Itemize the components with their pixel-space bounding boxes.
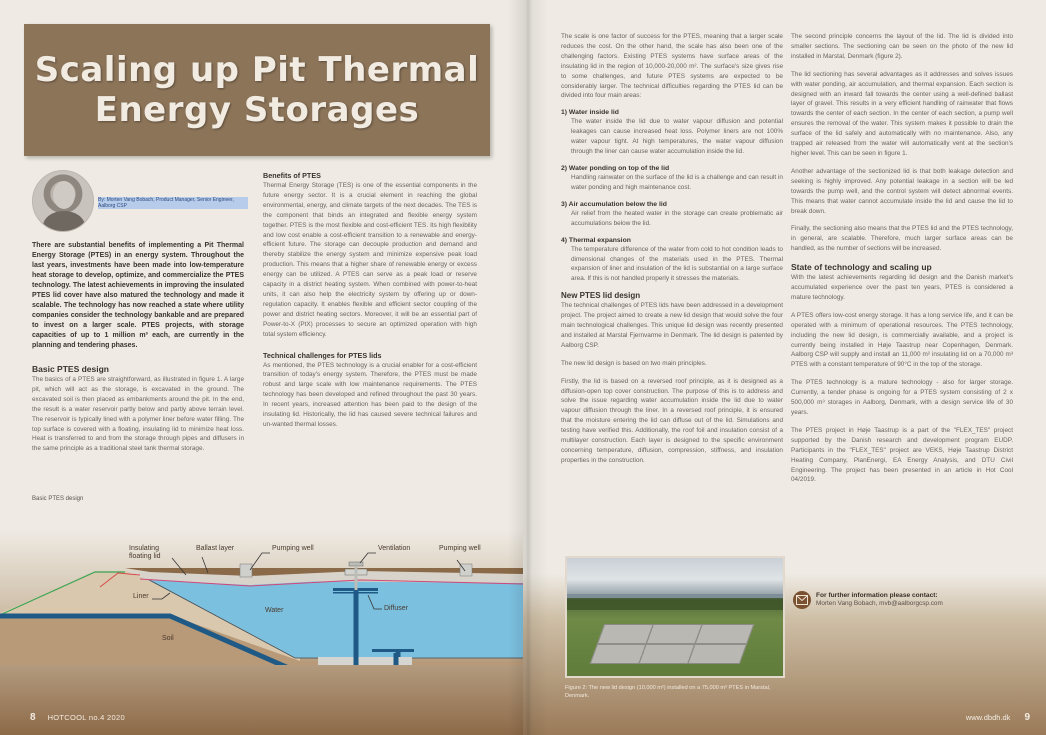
figure2-photo (565, 556, 785, 678)
state-paragraph-3: The PTES technology is a mature technology - also for larger storage. Currently, a tender phase is ongoing for a PTES system consisting of 2 x 500,000 m³ storages in Aalborg, Denmark, with a design service life of 30 years. (791, 379, 1013, 416)
right-column-two (791, 32, 1013, 485)
second-principle-p2: The lid sectioning has several advantages as it addresses and solves issues with water ponding, air accumulation, and thermal expansion. Each section is designed with an inward fall towards the center using a well-defined ballast layer of gravel. This results in a very efficient handling of rainwater that flows towards the center of each section. In the center of each section, a pump well ensures the removal of the water. This system makes it possible to drain the surface of the lid safely and automatically with no maintenance. Also, any trapped air released from the water will automatically vent at the section's higher level. This can be seen in figure 1. (791, 70, 1013, 157)
author-head-shape (53, 181, 75, 209)
ptes-diagram (0, 535, 523, 665)
right-column-one (561, 32, 783, 466)
author-photo (32, 170, 94, 232)
challenge-heading: 4) Thermal expansion (561, 236, 631, 244)
envelope-icon (793, 591, 811, 609)
label-text: floating lid (129, 553, 161, 560)
section-body: The basics of a PTES are straightforward, as illustrated in figure 1. A large pit, which will act as the storage, is excavated in the ground. The excavated soil is then placed as embankments around the pit. In the end, the result is a water reservoir partly below and partly above terrain level. The reservoir is typically lined with a polymer liner before water filling. The top surface is covered with a floating, insulating lid to minimize heat loss. Heat is transferred to and from the storage through pipes and diffusers in the same principle as a traditional steel tank thermal storage. (32, 376, 244, 453)
lead-paragraph: There are substantial benefits of implementing a Pit Thermal Energy Storage (PTES) in an energy system. Throughout the last years, investments have been made into low-temperature heat storage to develop, optimize, and commercialize the PTES technology. The latest achievements in improving the insulated PTES lid cover have also matured the technology and made it scalable. The technology has now reached a state where utility companies consider the technology bankable and are prepared to invest on a larger scale. PTES projects, with storage capacities of up to 1 million m³ each, are currently in the planning and tendering phases. (32, 242, 244, 349)
state-paragraph-2: A PTES offers low-cost energy storage. It has a long service life, and it can be operated with a minimum of operational resources. The PTES technology, including the new lid design, is commercially available, and a project is currently being installed in Høje Taastrup near Copenhagen, Denmark. Aalborg CSP will supply and install an 11,000 m² insulating lid on a 70,000 m³ PTES with a constant temperature of 90°C in the top of the storage. (791, 311, 1013, 369)
figure1-caption: Basic PTES design (32, 496, 84, 502)
scale-intro-paragraph: The scale is one factor of success for the PTES, meaning that a larger scale reduces the cost. On the other hand, the scale has also been one of the challenging factors. Existing PTES systems have surface areas of the insulating lid in the region of 10,000-20,000 m². The surface's size gives rise to some challenges, and future PTES systems are expected to be considerably larger. The technical difficulties regarding the PTES lid can be divided into four main areas: (561, 33, 783, 100)
label-pumping-well-2: Pumping well (439, 545, 481, 552)
label-liner: Liner (133, 593, 149, 600)
label-pumping-well: Pumping well (272, 545, 314, 552)
article-title: Scaling up Pit Thermal Energy Storages (34, 50, 480, 130)
section-heading-new-lid: New PTES lid design (561, 291, 641, 301)
new-lid-paragraph-1: The technical challenges of PTES lids have been addressed in a development project. The project aimed to create a new lid design that would solve the four main technological challenges. This unique lid design was recently presented and installed at Marstal Fjernvarme in Denmark. The lid design is patented by Aalborg CSP. (561, 302, 783, 349)
label-ballast-layer: Ballast layer (196, 545, 235, 552)
section-benefits (263, 171, 477, 340)
page-number-right: 9 (1024, 712, 1030, 723)
challenge-item-3 (561, 200, 783, 229)
photo-ptes-lid (590, 624, 755, 664)
second-principle-p1: The second principle concerns the layout of the lid. The lid is divided into smaller sections. The sectioning can be seen on the photo of the new lid installed in Marstal, Denmark (figure 2). (791, 33, 1013, 60)
challenge-item-4 (561, 236, 783, 285)
challenge-item-1 (561, 108, 783, 157)
column-two (263, 171, 477, 430)
label-ventilation: Ventilation (378, 545, 411, 552)
label-soil: Soil (162, 635, 174, 642)
section-heading: Basic PTES design (32, 364, 109, 374)
state-paragraph-1: With the latest achievements regarding lid design and the Danish market's accumulated experience over the past ten years, PTES is considered a mature technology. (791, 274, 1013, 301)
challenge-heading: 3) Air accumulation below the lid (561, 200, 667, 208)
right-page-footer (966, 712, 1030, 723)
section-heading: Benefits of PTES (263, 171, 321, 180)
challenge-heading: 2) Water ponding on top of the lid (561, 164, 670, 172)
label-diffuser: Diffuser (384, 605, 408, 612)
second-principle-p4: Finally, the sectioning also means that the PTES lid and the PTES technology, in general, are scalable. Therefore, much larger surface areas can be handled, as the number of sections will be increased. (791, 225, 1013, 253)
new-lid-paragraph-2: The new lid design is based on two main principles. (561, 359, 707, 367)
new-lid-paragraph-3: Firstly, the lid is based on a reversed roof principle, as it is designed as a diffusion-open top cover construction. The purpose of this is to address and solve the issue regarding water accumulation inside the lid due to water vapour diffusion through the liner. In a reversed roof principle, it is ensured that the moisture entering the lid can diffuse out of the lid. Simulations and testing have verified this. Additionally, the roof foil and insulation consist of a multilayer construction. Each layer is designed to the specific environment concerning temperature, diffusion, compression, stiffness, and insulation properties in the construction. (561, 377, 783, 464)
contact-box (793, 591, 943, 609)
second-principle-p3: Another advantage of the sectionized lid is that both leakage detection and seeking is highly improved. Any potential leakage in a section will be led towards the pump well, and the control system will detect abnormal events. This means that water cannot accumulate inside the lid and cause the lid to break down. (791, 167, 1013, 215)
challenge-body: The temperature difference of the water from cold to hot condition leads to dimensional changes of the materials used in the PTES. Thermal expansion of liner and insulation of the lid is substantial on a large surface area. If this is not handled properly it stresses the materials. (571, 245, 783, 283)
author-body-shape (43, 211, 85, 232)
section-body: Thermal Energy Storage (TES) is one of the essential components in the future energy sector. It is a crucial element in reaching the global environmental, energy, and climate targets of the next decades. The TES is the component that binds an integrated and flexible energy system together. PTES is the most flexible and cost-efficient TES. Its high flexibility and low cost enable a cost-efficient transition to a renewable and energy-efficient future. The storage can decouple production and demand and thereby stabilize the energy system and minimize expensive peak load production. This means that a higher share of renewable energy or excess energy can be utilized. A PTES can serve as a peak load or reserve capacity in a district heating system. When combined with power-to-heat units, it can also help the electricity system by offering up or down-regulation capacity. It enables flexible and efficient sector coupling of the power and district heating sectors. Moreover, it will be an essential part of Power-to-X (PtX) processes to secure an optimized operation with high total system efficiency. (263, 182, 477, 338)
section-heading: Technical challenges for PTES lids (263, 350, 382, 360)
label-water: Water (265, 607, 284, 614)
left-page-footer (30, 712, 125, 723)
section-technical-challenges (263, 351, 477, 430)
issue-label: HOTCOOL no.4 2020 (47, 713, 125, 722)
author-byline[interactable]: By: Morten Vang Bobach, Product Manager, Senior Engineer, Aalborg CSP (98, 197, 248, 209)
label-text: Insulating (129, 545, 159, 552)
photo-trees (567, 598, 783, 610)
state-paragraph-4: The PTES project in Høje Taastrup is a part of the "FLEX_TES" project supported by the Danish research and development program EUDP. Participants in the "FLEX_TES" project are VEKS, Høje Taastrup District Heating Company, PlanEnergi, EA Energy Analysis, and DTU Civil Engineering. The project has been presented in an article in Hot Cool 04/2019. (791, 426, 1013, 484)
page-number-left: 8 (30, 712, 36, 723)
challenge-body: Handling rainwater on the surface of the lid is a challenge and can result in water ponding and high maintenance cost. (571, 173, 783, 191)
contact-heading: For further information please contact: (816, 592, 938, 599)
challenge-body: Air relief from the heated water in the storage can create problematic air accumulations below the lid. (571, 209, 783, 227)
right-page (523, 0, 1046, 735)
ptes-cross-section-graphic (0, 535, 523, 665)
label-insulating-lid (129, 545, 161, 561)
challenge-item-2 (561, 164, 783, 193)
section-body: As mentioned, the PTES technology is a crucial enabler for a cost-efficient transition of today's energy system. Therefore, the PTES must be made robust and large scale with low maintenance requirements. The PTES technology has been developed and refined throughout the past 30 years. In recent years, increased attention has been paid to the design of the insulating lid. Historically, the lid has caused severe technical failures and un-wanted thermal losses. (263, 361, 477, 428)
title-banner (24, 24, 490, 156)
figure2-caption: Figure 2: The new lid design (10,000 m²) installed on a 75,000 m³ PTES in Marstal, Denmark. (565, 685, 771, 699)
challenge-body: The water inside the lid due to water vapour diffusion and potential leakages can cause increased heat loss. Polymer liners are not 100% water vapour tight. At high temperatures, the water vapour diffusion through the liner can cause water accumulation inside the lid. (571, 118, 783, 156)
section-heading-state: State of technology and scaling up (791, 262, 932, 273)
challenge-heading: 1) Water inside lid (561, 109, 619, 117)
contact-details[interactable]: Morten Vang Bobach, mvb@aalborgcsp.com (816, 600, 943, 607)
website-link[interactable]: www.dbdh.dk (965, 713, 1011, 722)
section-basic-design (32, 364, 244, 454)
